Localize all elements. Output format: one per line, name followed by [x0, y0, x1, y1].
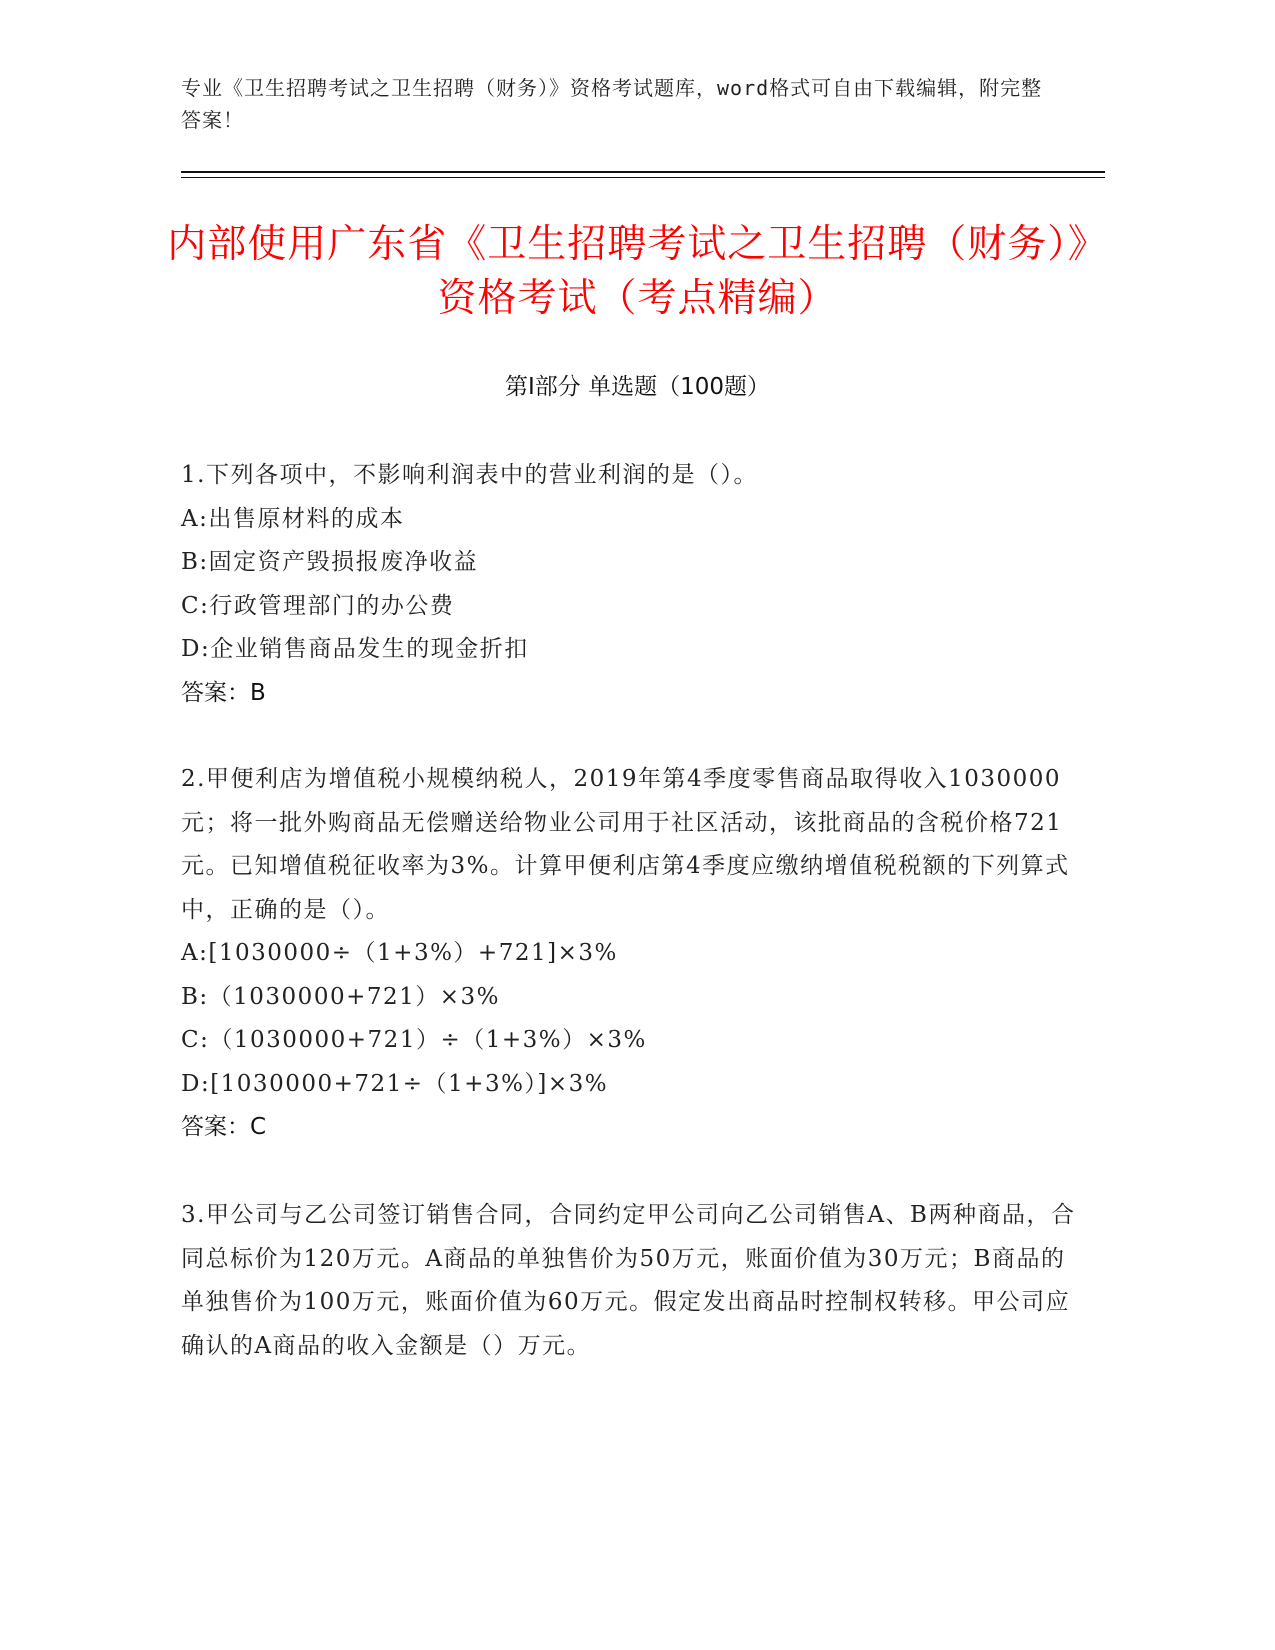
option-c: C:行政管理部门的办公费: [181, 592, 455, 619]
option-d: D:[1030000+721÷（1+3%）]×3%: [181, 1070, 609, 1097]
section-title: 第Ⅰ部分 单选题（100题）: [505, 374, 770, 400]
header-divider-thick: [181, 171, 1105, 173]
question-stem: 3.甲公司与乙公司签订销售合同，合同约定甲公司向乙公司销售A、B两种商品，合同总标价为120万元。A商品的单独售价为50万元，账面价值为30万元；B商品的单独售价为100万元，账面价值为60万元。假定发出商品时控制权转移。甲公司应确认的A商品的收入金额是（）万元。: [181, 1202, 1076, 1359]
option-d: D:企业销售商品发生的现金折扣: [181, 636, 529, 662]
question-2: [181, 758, 1081, 1150]
answer: 答案：C: [181, 1114, 267, 1140]
question-3: [181, 1194, 1081, 1368]
option-b: B:固定资产毁损报废净收益: [181, 549, 479, 575]
question-stem: 1.下列各项中，不影响利润表中的营业利润的是（）。: [181, 462, 758, 488]
option-a: A:[1030000÷（1+3%）+721]×3%: [181, 940, 618, 966]
question-1: [181, 454, 1081, 715]
option-a: A:出售原材料的成本: [181, 505, 405, 532]
header-note: 专业《卫生招聘考试之卫生招聘（财务）》资格考试题库，word格式可自由下载编辑，附完整答案！: [181, 76, 1043, 132]
option-c: C:（1030000+721）÷（1+3%）×3%: [181, 1027, 647, 1053]
option-b: B:（1030000+721）×3%: [181, 983, 501, 1010]
header-divider-thin: [181, 177, 1105, 178]
answer: 答案：B: [181, 679, 266, 706]
question-stem: 2.甲便利店为增值税小规模纳税人，2019年第4季度零售商品取得收入1030000元；将一批外购商品无偿赠送给物业公司用于社区活动，该批商品的含税价格721元。已知增值税征收率为3%。计算甲便利店第4季度应缴纳增值税税额的下列算式中，正确的是（）。: [181, 766, 1070, 923]
document-title: 内部使用广东省《卫生招聘考试之卫生招聘（财务）》资格考试（考点精编）: [167, 222, 1108, 321]
